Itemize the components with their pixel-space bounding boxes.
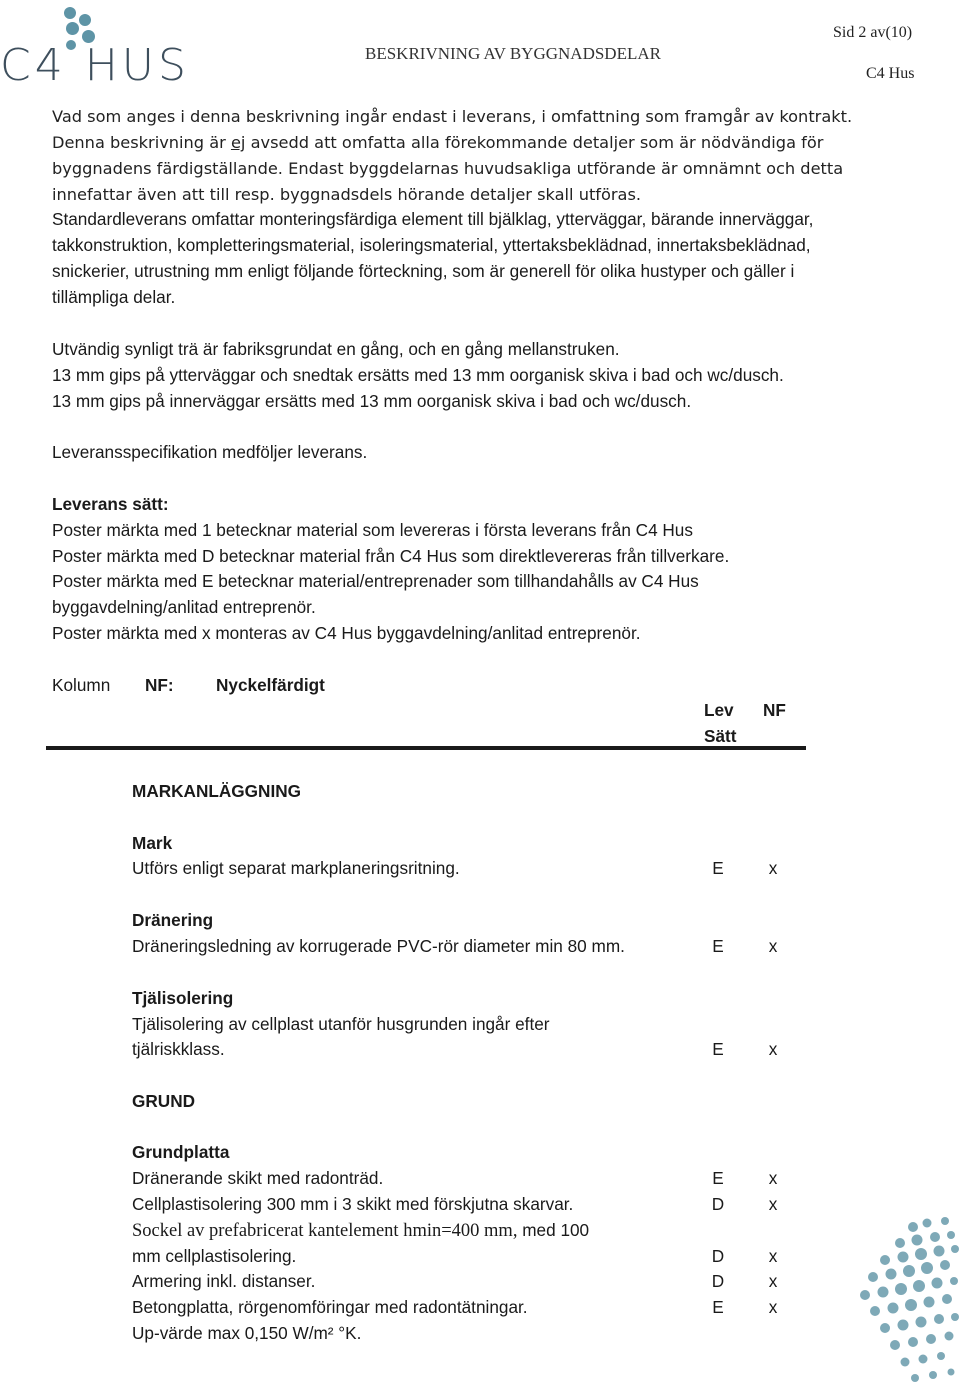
logo-dot	[66, 22, 79, 35]
delivery-line: Poster märkta med D betecknar material från C4 Hus som direktlevereras från tillverkare.	[52, 546, 730, 566]
item-nf: x	[768, 936, 778, 956]
intro-line: Vad som anges i denna beskrivning ingår endast i leverans, i omfattning som framgår av kontrakt.	[52, 107, 853, 126]
item-lev: E	[712, 1168, 724, 1188]
item-nf: x	[768, 1039, 778, 1059]
standard-line: Standardleverans omfattar monteringsfärdiga element till bjälklag, ytterväggar, bärande innerväggar,	[52, 209, 814, 229]
paint-line: Utvändig synligt trä är fabriksgrundat en gång, och en gång mellanstruken.	[52, 339, 620, 359]
subsection-heading: Mark	[132, 833, 173, 853]
delivery-line: Poster märkta med x monteras av C4 Hus byggavdelning/anlitad entreprenör.	[52, 623, 641, 643]
section-heading: GRUND	[132, 1091, 196, 1111]
item-lev: E	[712, 858, 724, 878]
item-text: Dräneringsledning av korrugerade PVC-rör diameter min 80 mm.	[132, 936, 625, 956]
intro-line	[52, 130, 823, 156]
paint-line: 13 mm gips på innerväggar ersätts med 13 mm oorganisk skiva i bad och wc/dusch.	[52, 391, 692, 411]
item-nf: x	[768, 1194, 778, 1214]
intro-line: innefattar även att till resp. byggnadsdels hörande detaljer skall utföras.	[52, 185, 642, 204]
item-nf: x	[768, 1297, 778, 1317]
item-text: Betongplatta, rörgenomföringar med radontätningar.	[132, 1297, 528, 1317]
company-name: C4 Hus	[866, 65, 915, 82]
delivery-line: Poster märkta med E betecknar material/entreprenader som tillhandahålls av C4 Hus	[52, 571, 699, 591]
item-text-serif: Sockel av prefabricerat kantelement hmin=400 mm,	[132, 1221, 518, 1241]
standard-line: snickerier, utrustning mm enligt följande förteckning, som är generell för olika hustyper och gäller i	[52, 261, 795, 281]
item-nf: x	[768, 1271, 778, 1291]
column-header-nf: NF	[763, 700, 786, 720]
subsection-heading: Grundplatta	[132, 1142, 230, 1162]
header-rule	[46, 746, 806, 750]
item-text-sans: med 100	[517, 1220, 590, 1240]
column-header-lev: Lev	[704, 700, 734, 720]
item-text	[132, 1218, 589, 1245]
item-lev: E	[712, 1297, 724, 1317]
item-text: Utförs enligt separat markplaneringsritning.	[132, 858, 460, 878]
item-nf: x	[768, 858, 778, 878]
standard-line: tillämpliga delar.	[52, 287, 176, 307]
legend-nf-label: NF:	[145, 675, 174, 695]
item-text: mm cellplastisolering.	[132, 1246, 297, 1266]
logo-dot	[79, 14, 91, 26]
item-nf: x	[768, 1246, 778, 1266]
item-lev: D	[711, 1271, 725, 1291]
item-lev: D	[711, 1194, 725, 1214]
column-header-satt: Sätt	[704, 726, 737, 746]
item-text: tjälriskklass.	[132, 1039, 225, 1059]
delivery-line: byggavdelning/anlitad entreprenör.	[52, 597, 316, 617]
page-number: Sid 2 av(10)	[833, 24, 913, 41]
standard-line: takkonstruktion, kompletteringsmaterial, isoleringsmaterial, yttertaksbeklädnad, innertaksbeklädnad,	[52, 235, 811, 255]
document-title: BESKRIVNING AV BYGGNADSDELAR	[365, 44, 661, 63]
intro-line: byggnadens färdigställande. Endast byggdelarnas huvudsakliga utförande är omnämnt och detta	[52, 159, 844, 178]
item-lev: D	[711, 1246, 725, 1266]
delivery-heading: Leverans sätt:	[52, 494, 169, 514]
delivery-line: Poster märkta med 1 betecknar material som levereras i första leverans från C4 Hus	[52, 520, 693, 540]
item-text: Dränerande skikt med radonträd.	[132, 1168, 384, 1188]
item-nf: x	[768, 1168, 778, 1188]
item-text: Up-värde max 0,150 W/m² °K.	[132, 1323, 362, 1343]
logo-dot	[64, 7, 76, 19]
legend-nf-desc: Nyckelfärdigt	[216, 675, 325, 695]
intro-text: Denna beskrivning är	[52, 133, 231, 152]
item-lev: E	[712, 936, 724, 956]
spec-note: Leveransspecifikation medföljer leverans.	[52, 442, 368, 462]
intro-ej: ej	[230, 133, 246, 152]
intro-text: avsedd att omfatta alla förekommande detaljer som är nödvändiga för	[245, 133, 824, 152]
item-text: Cellplastisolering 300 mm i 3 skikt med förskjutna skarvar.	[132, 1194, 574, 1214]
item-text: Tjälisolering av cellplast utanför husgrunden ingår efter	[132, 1014, 550, 1034]
subsection-heading: Dränering	[132, 910, 214, 930]
paint-line: 13 mm gips på ytterväggar och snedtak ersätts med 13 mm oorganisk skiva i bad och wc/dusch.	[52, 365, 784, 385]
subsection-heading: Tjälisolering	[132, 988, 234, 1008]
legend-kolumn: Kolumn	[52, 675, 111, 695]
decorative-dots-icon	[855, 1215, 960, 1393]
item-text: Armering inkl. distanser.	[132, 1271, 316, 1291]
section-heading: MARKANLÄGGNING	[132, 781, 301, 801]
logo-wordmark: C4 HUS	[0, 40, 190, 91]
item-lev: E	[712, 1039, 724, 1059]
